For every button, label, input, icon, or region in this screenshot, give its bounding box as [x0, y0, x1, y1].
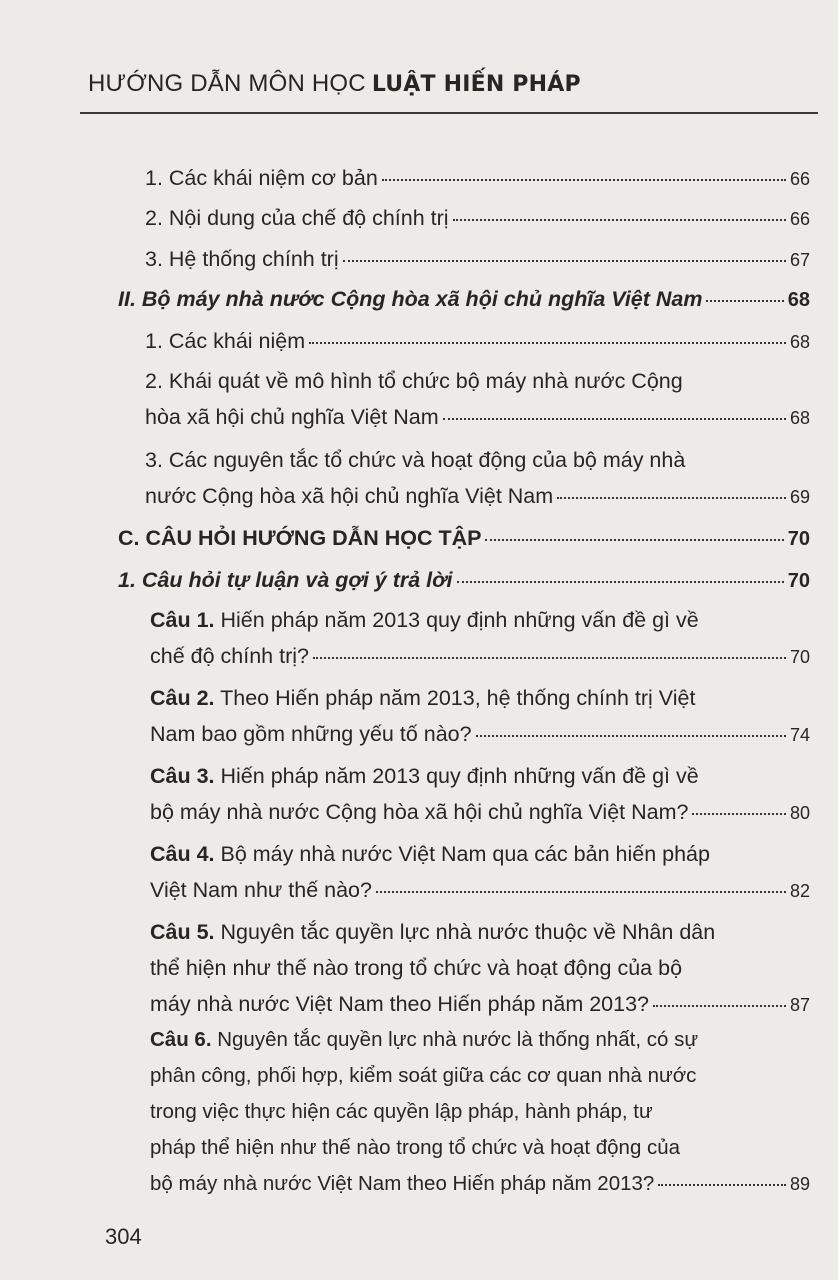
- toc-entry-text: Theo Hiến pháp năm 2013, hệ thống chính trị Việt: [214, 686, 696, 710]
- toc-page-number: 68: [789, 408, 810, 428]
- toc-entry-text: Nguyên tắc quyền lực nhà nước thuộc về Nhân dân: [214, 920, 716, 944]
- question-label: Câu 4.: [150, 842, 215, 866]
- toc-page-number: 82: [789, 881, 810, 901]
- toc-entry-text: bộ máy nhà nước Cộng hòa xã hội chủ nghĩa Việt Nam?: [150, 800, 689, 824]
- toc-question-entry: [150, 914, 810, 1023]
- toc-entry-text: trong việc thực hiện các quyền lập pháp, hành pháp, tư: [150, 1100, 653, 1123]
- toc-entry: [145, 160, 810, 197]
- toc-question-entry: [150, 1022, 810, 1202]
- header-prefix: HƯỚNG DẪN MÔN HỌC: [88, 70, 366, 97]
- toc-question-entry: [150, 602, 810, 675]
- toc-page-number: 74: [789, 725, 810, 745]
- toc-entry-text: Hiến pháp năm 2013 quy định những vấn đề gì về: [214, 764, 699, 788]
- toc-section-entry: [118, 281, 810, 318]
- toc-entry-text: máy nhà nước Việt Nam theo Hiến pháp năm 2013?: [150, 992, 650, 1016]
- toc-entry-text: chế độ chính trị?: [150, 644, 309, 668]
- toc-entry-text: Bộ máy nhà nước Việt Nam qua các bản hiến pháp: [214, 842, 710, 866]
- leader-dots: [382, 179, 786, 181]
- toc-entry-text: hòa xã hội chủ nghĩa Việt Nam: [145, 405, 439, 429]
- toc-entry-text: 3. Hệ thống chính trị: [145, 247, 339, 271]
- leader-dots: [658, 1184, 786, 1186]
- toc-question-entry: [150, 758, 810, 831]
- toc-entry-text: II. Bộ máy nhà nước Cộng hòa xã hội chủ nghĩa Việt Nam: [118, 287, 703, 311]
- toc-page-number: 68: [789, 332, 810, 352]
- toc-page-number: 69: [789, 487, 810, 507]
- question-label: Câu 2.: [150, 686, 215, 710]
- toc-page-number: 70: [787, 570, 810, 592]
- question-label: Câu 5.: [150, 920, 215, 944]
- toc-page-number: 66: [789, 209, 810, 229]
- leader-dots: [653, 1005, 786, 1007]
- page-number: 304: [105, 1224, 142, 1249]
- header-rule: [80, 112, 818, 114]
- leader-dots: [476, 735, 786, 737]
- leader-dots: [443, 418, 786, 420]
- toc-page-number: 80: [789, 803, 810, 823]
- toc-entry-text: 3. Các nguyên tắc tổ chức và hoạt động của bộ máy nhà: [145, 448, 686, 472]
- toc-page-number: 67: [789, 250, 810, 270]
- toc-entry-text: 2. Khái quát về mô hình tổ chức bộ máy nhà nước Cộng: [145, 369, 683, 393]
- toc-question-entry: [150, 836, 810, 909]
- question-label: Câu 3.: [150, 764, 215, 788]
- toc-entry-text: nước Cộng hòa xã hội chủ nghĩa Việt Nam: [145, 484, 554, 508]
- toc-entry-text: Nguyên tắc quyền lực nhà nước là thống nhất, có sự: [211, 1028, 699, 1051]
- toc-entry: [145, 200, 810, 237]
- leader-dots: [557, 497, 786, 499]
- leader-dots: [376, 891, 786, 893]
- leader-dots: [692, 813, 786, 815]
- toc-entry-text: Việt Nam như thế nào?: [150, 878, 372, 902]
- toc-page-number: 70: [789, 647, 810, 667]
- question-label: Câu 1.: [150, 608, 215, 632]
- leader-dots: [453, 219, 786, 221]
- toc-entry-text: thể hiện như thế nào trong tổ chức và hoạt động của bộ: [150, 956, 683, 980]
- toc-entry: [145, 241, 810, 278]
- toc-entry-text: C. CÂU HỎI HƯỚNG DẪN HỌC TẬP: [118, 526, 482, 550]
- leader-dots: [706, 300, 783, 302]
- toc-entry-text: 2. Nội dung của chế độ chính trị: [145, 206, 449, 230]
- toc-question-entry: [150, 680, 810, 753]
- header-subject: LUẬT HIẾN PHÁP: [371, 72, 581, 97]
- toc-entry: [145, 363, 810, 436]
- leader-dots: [485, 539, 783, 541]
- toc-page-number: 68: [787, 289, 810, 311]
- toc-page-number: 66: [789, 169, 810, 189]
- toc-entry-text: Nam bao gồm những yếu tố nào?: [150, 722, 472, 746]
- toc-page-number: 87: [789, 995, 810, 1015]
- leader-dots: [313, 657, 786, 659]
- toc-section-entry: [118, 520, 810, 557]
- leader-dots: [309, 342, 786, 344]
- toc-section-entry: [118, 562, 810, 599]
- toc-entry-text: Hiến pháp năm 2013 quy định những vấn đề gì về: [214, 608, 699, 632]
- toc-entry-text: phân công, phối hợp, kiểm soát giữa các cơ quan nhà nước: [150, 1064, 697, 1087]
- toc-entry: [145, 323, 810, 360]
- running-header: [88, 70, 581, 98]
- toc-entry: [145, 442, 810, 515]
- toc-page-number: 70: [787, 528, 810, 550]
- leader-dots: [343, 260, 786, 262]
- toc-entry-text: 1. Các khái niệm: [145, 329, 306, 353]
- toc-entry-text: 1. Các khái niệm cơ bản: [145, 166, 378, 190]
- toc-entry-text: pháp thể hiện như thế nào trong tổ chức và hoạt động của: [150, 1136, 681, 1159]
- leader-dots: [457, 581, 784, 583]
- toc-entry-text: 1. Câu hỏi tự luận và gợi ý trả lời: [118, 568, 453, 592]
- toc-entry-text: bộ máy nhà nước Việt Nam theo Hiến pháp năm 2013?: [150, 1172, 655, 1195]
- toc-page-number: 89: [789, 1174, 810, 1194]
- question-label: Câu 6.: [150, 1028, 212, 1051]
